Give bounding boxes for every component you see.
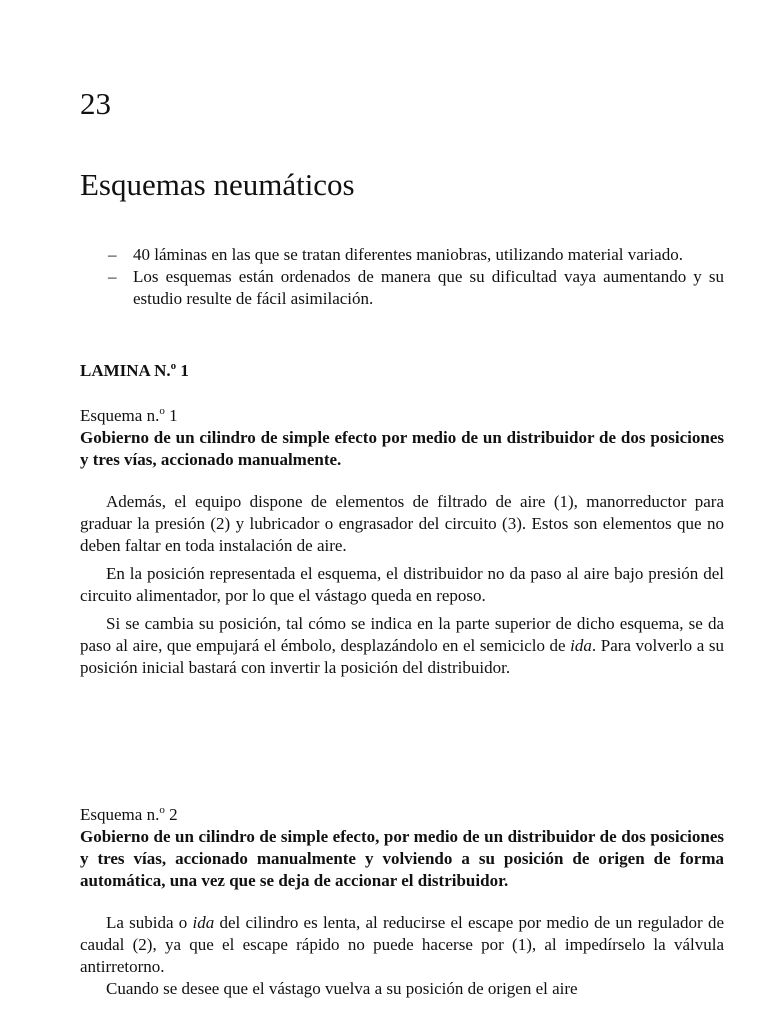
esquema-2-label-prefix: Esquema n. bbox=[80, 805, 160, 824]
esquema-2-section bbox=[80, 804, 724, 1000]
esquema-2-label-number: 2 bbox=[164, 805, 178, 824]
esquema-1-p3-em: ida bbox=[570, 636, 592, 655]
bullet-dash: – bbox=[108, 245, 117, 264]
intro-bullet-list bbox=[108, 244, 724, 310]
chapter-title: Esquemas neumáticos bbox=[80, 167, 355, 202]
esquema-2-label-sup: o bbox=[159, 804, 165, 816]
esquema-2-paragraph-1 bbox=[80, 912, 724, 978]
esquema-1-p3-a: Si se cambia su posición, tal cómo se indica en la parte superior de dicho esquema, se da paso al aire, que empujará el émbolo, desplazándolo en el semiciclo de bbox=[80, 614, 724, 655]
esquema-1-paragraph-1: Además, el equipo dispone de elementos de filtrado de aire (1), manorreductor para graduar la presión (2) y lubricador o engrasador del circuito (3). Estos son elementos que no deben faltar en toda instalación de aire. bbox=[80, 492, 724, 555]
esquema-2-label bbox=[80, 804, 724, 826]
esquema-1-p3-b: . Para volverlo a su posición inicial bastará con invertir la posición del distribuidor. bbox=[80, 636, 724, 677]
esquema-1-paragraph-2: En la posición representada el esquema, el distribuidor no da paso al aire bajo presión del circuito alimentador, por lo que el vástago queda en reposo. bbox=[80, 564, 724, 605]
lamina-heading bbox=[80, 360, 189, 382]
esquema-1-section bbox=[80, 405, 724, 679]
esquema-2-p1-b: del cilindro es lenta, al reducirse el escape por medio de un regulador de caudal (2), ya que el escape rápido no puede hacerse por (1), al impedírselo la válvula antirretorno. bbox=[80, 913, 724, 976]
bullet-text: Los esquemas están ordenados de manera que su dificultad vaya aumentando y su estudio resulte de fácil asimilación. bbox=[133, 267, 724, 308]
list-item bbox=[108, 244, 724, 266]
esquema-1-title: Gobierno de un cilindro de simple efecto por medio de un distribuidor de dos posiciones y tres vías, accionado manualmente. bbox=[80, 428, 724, 469]
lamina-sup: o bbox=[170, 360, 177, 372]
esquema-2-title: Gobierno de un cilindro de simple efecto, por medio de un distribuidor de dos posiciones y tres vías, accionado manualmente y volviendo a su posición de origen de forma automática, una vez que se deja de accionar el distribuidor. bbox=[80, 827, 724, 890]
esquema-2-paragraph-2: Cuando se desee que el vástago vuelva a su posición de origen el aire bbox=[106, 979, 578, 998]
esquema-1-label bbox=[80, 405, 724, 427]
esquema-1-label-number: 1 bbox=[164, 406, 178, 425]
esquema-1-label-sup: o bbox=[159, 405, 165, 417]
lamina-number: 1 bbox=[176, 361, 189, 380]
bullet-text: 40 láminas en las que se tratan diferentes maniobras, utilizando material variado. bbox=[133, 245, 683, 264]
list-item bbox=[108, 266, 724, 310]
esquema-1-paragraph-3 bbox=[80, 613, 724, 679]
chapter-number: 23 bbox=[80, 86, 111, 121]
bullet-dash: – bbox=[108, 267, 117, 286]
esquema-2-p1-em: ida bbox=[192, 913, 215, 932]
esquema-2-p1-a: La subida o bbox=[106, 913, 193, 932]
lamina-prefix: LAMINA N. bbox=[80, 361, 171, 380]
esquema-1-label-prefix: Esquema n. bbox=[80, 406, 160, 425]
